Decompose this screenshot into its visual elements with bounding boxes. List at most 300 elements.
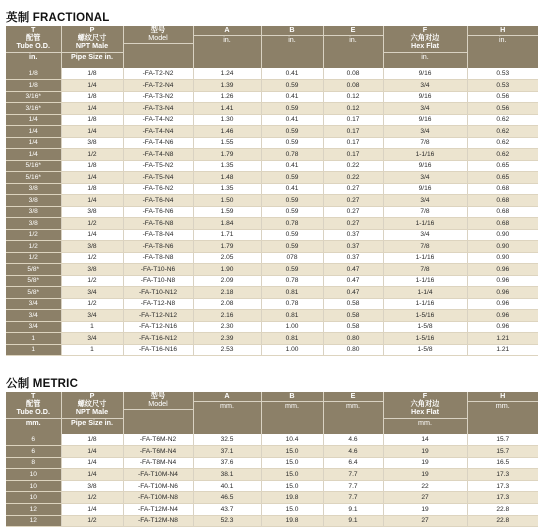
table-row — [6, 321, 538, 333]
table-cell: 6.4 — [323, 457, 383, 469]
table-cell: 1.00 — [261, 321, 323, 333]
column-header — [467, 26, 538, 68]
table-cell: 2.30 — [193, 321, 261, 333]
table-cell: 1/2 — [61, 492, 123, 504]
table-cell: 9.1 — [323, 515, 383, 527]
table-cell: 4.6 — [323, 434, 383, 446]
table-cell: 12 — [6, 504, 61, 516]
table-cell: 9/16 — [383, 68, 467, 80]
table-cell: 0.59 — [261, 264, 323, 276]
table-cell: 19.8 — [261, 515, 323, 527]
table-cell: 2.16 — [193, 310, 261, 322]
table-cell: -FA-T5-N4 — [123, 172, 193, 184]
table-cell: 9/16 — [383, 91, 467, 103]
table-cell: -FA-T6-N6 — [123, 206, 193, 218]
table-cell: 3/4 — [61, 310, 123, 322]
table-cell: 3/4 — [383, 126, 467, 138]
table-cell: 0.68 — [467, 206, 538, 218]
table-cell: 7.7 — [323, 469, 383, 481]
table-cell: 0.68 — [467, 218, 538, 230]
table-cell: -FA-T4-N8 — [123, 149, 193, 161]
table-row — [6, 264, 538, 276]
table-cell: 52.3 — [193, 515, 261, 527]
table-cell: 0.78 — [261, 149, 323, 161]
table-cell: 0.58 — [323, 310, 383, 322]
column-header — [123, 26, 193, 68]
header-unit: in. — [468, 35, 539, 44]
header-line: 六角对边 — [410, 33, 440, 43]
table-cell: -FA-T2-N2 — [123, 68, 193, 80]
table-cell: -FA-T8-N4 — [123, 229, 193, 241]
table-cell: 9/16 — [383, 114, 467, 126]
table-cell: 1.21 — [467, 344, 538, 356]
table-row — [6, 310, 538, 322]
table-cell: 15.0 — [261, 469, 323, 481]
table-cell: 0.62 — [467, 137, 538, 149]
table-cell: 0.78 — [261, 218, 323, 230]
table-cell: 1-1/16 — [383, 275, 467, 287]
table-cell: 1.26 — [193, 91, 261, 103]
table-cell: 1.46 — [193, 126, 261, 138]
table-cell: -FA-T16-N16 — [123, 344, 193, 356]
table-cell: -FA-T3-N2 — [123, 91, 193, 103]
table-cell: 3/8 — [6, 195, 61, 207]
table-cell: 0.96 — [467, 298, 538, 310]
table-cell: -FA-T12-N16 — [123, 321, 193, 333]
table-cell: 0.08 — [323, 68, 383, 80]
table-cell: 1.00 — [261, 344, 323, 356]
table-cell: 0.41 — [261, 114, 323, 126]
table-cell: 1/4 — [61, 126, 123, 138]
table-cell: 1.59 — [193, 206, 261, 218]
table-cell: 2.18 — [193, 287, 261, 299]
header-unit: mm. — [194, 401, 261, 410]
table-row — [6, 480, 538, 492]
column-header — [61, 392, 123, 434]
table-row — [6, 241, 538, 253]
table-cell: 37.6 — [193, 457, 261, 469]
table-cell: 7/8 — [383, 137, 467, 149]
table-cell: -FA-T12-N12 — [123, 310, 193, 322]
table-cell: 1/8 — [6, 80, 61, 92]
table-cell: -FA-T6M-N4 — [123, 446, 193, 458]
column-header — [123, 392, 193, 434]
table-cell: 0.68 — [467, 183, 538, 195]
table-cell: 7.7 — [323, 492, 383, 504]
table-cell: 3/4 — [383, 229, 467, 241]
table-cell: 3/4 — [6, 310, 61, 322]
header-line: Hex Flat — [411, 41, 439, 51]
table-cell: 1/4 — [61, 446, 123, 458]
header-line: NPT Male — [75, 41, 109, 51]
table-row — [6, 515, 538, 527]
table-cell: 0.96 — [467, 275, 538, 287]
table-cell: 0.78 — [261, 275, 323, 287]
table-cell: 1/4 — [6, 137, 61, 149]
table-cell: 17.3 — [467, 469, 538, 481]
table-cell: 0.12 — [323, 91, 383, 103]
table-cell: 1-5/8 — [383, 321, 467, 333]
header-unit: mm. — [262, 401, 323, 410]
header-row — [6, 392, 538, 434]
header-line: 螺纹尺寸 — [77, 33, 107, 43]
table-row — [6, 91, 538, 103]
table-cell: 1/2 — [61, 275, 123, 287]
table-cell: 37.1 — [193, 446, 261, 458]
column-header — [383, 392, 467, 434]
table-cell: 6 — [6, 446, 61, 458]
table-cell: 40.1 — [193, 480, 261, 492]
table-cell: 1.84 — [193, 218, 261, 230]
table-cell: 0.59 — [261, 137, 323, 149]
table-cell: 0.62 — [467, 149, 538, 161]
table-cell: 1/2 — [61, 298, 123, 310]
table-cell: -FA-T3-N4 — [123, 103, 193, 115]
table-row — [6, 298, 538, 310]
header-line: 型号 — [150, 25, 166, 34]
column-header — [6, 392, 61, 434]
table-cell: -FA-T10M-N4 — [123, 469, 193, 481]
table-cell: 0.59 — [261, 241, 323, 253]
table-cell: 0.41 — [261, 91, 323, 103]
table-cell: -FA-T4-N4 — [123, 126, 193, 138]
table-cell: 1-5/8 — [383, 344, 467, 356]
header-line: 配管 — [26, 33, 41, 43]
table-cell: 0.80 — [323, 344, 383, 356]
table-cell: -FA-T6M-N2 — [123, 434, 193, 446]
table-cell: 43.7 — [193, 504, 261, 516]
header-row — [6, 26, 538, 68]
table-row — [6, 504, 538, 516]
table-cell: 5/8* — [6, 264, 61, 276]
header-line: 配管 — [26, 399, 41, 409]
table-cell: 078 — [261, 252, 323, 264]
table-cell: 27 — [383, 515, 467, 527]
table-cell: 17.3 — [467, 492, 538, 504]
table-cell: 19 — [383, 457, 467, 469]
table-cell: 0.37 — [323, 229, 383, 241]
table-cell: 0.78 — [261, 298, 323, 310]
table-cell: -FA-T12-N8 — [123, 298, 193, 310]
table-cell: 0.59 — [261, 126, 323, 138]
table-cell: 3/4 — [6, 298, 61, 310]
table-cell: 0.53 — [467, 80, 538, 92]
header-line: Tube O.D. — [16, 407, 50, 417]
column-header — [193, 392, 261, 434]
table-cell: 0.08 — [323, 80, 383, 92]
table-row — [6, 126, 538, 138]
table-cell: 2.09 — [193, 275, 261, 287]
table-cell: -FA-T6-N8 — [123, 218, 193, 230]
table-cell: 15.7 — [467, 434, 538, 446]
table-cell: 1.50 — [193, 195, 261, 207]
table-cell: 1/2 — [61, 252, 123, 264]
table-cell: 1/4 — [61, 504, 123, 516]
table-cell: 19 — [383, 469, 467, 481]
table-cell: -FA-T6-N4 — [123, 195, 193, 207]
table-row — [6, 114, 538, 126]
table-cell: 5/8* — [6, 287, 61, 299]
table-cell: 3/4 — [6, 321, 61, 333]
table-cell: 19 — [383, 504, 467, 516]
table-cell: 1/8 — [61, 434, 123, 446]
table-cell: 7/8 — [383, 206, 467, 218]
table-cell: 0.27 — [323, 218, 383, 230]
table-cell: 1.35 — [193, 160, 261, 172]
table-row — [6, 492, 538, 504]
table-cell: 3/8 — [61, 480, 123, 492]
header-line: A — [224, 25, 230, 34]
table-cell: 0.37 — [323, 252, 383, 264]
header-unit: mm. — [468, 401, 539, 410]
table-row — [6, 218, 538, 230]
table-cell: 10.4 — [261, 434, 323, 446]
table-cell: 0.37 — [323, 241, 383, 253]
table-cell: 2.08 — [193, 298, 261, 310]
table-cell: 10 — [6, 469, 61, 481]
table-cell: 1.30 — [193, 114, 261, 126]
table-cell: 0.96 — [467, 310, 538, 322]
table-cell: 3/4 — [61, 333, 123, 345]
header-line: 型号 — [150, 391, 166, 400]
header-unit: Pipe Size in. — [62, 418, 123, 427]
header-line: F — [422, 25, 428, 34]
table-cell: 1.39 — [193, 80, 261, 92]
table-cell: 0.65 — [467, 160, 538, 172]
table-cell: 0.53 — [467, 68, 538, 80]
table-cell: 17.3 — [467, 480, 538, 492]
table-cell: 1/2 — [6, 241, 61, 253]
header-line: H — [500, 391, 506, 400]
table-cell: 0.27 — [323, 206, 383, 218]
table-cell: 3/16* — [6, 91, 61, 103]
table-cell: 0.65 — [467, 172, 538, 184]
table-cell: -FA-T10-N6 — [123, 264, 193, 276]
table-cell: 1/2 — [61, 218, 123, 230]
header-unit: in. — [262, 35, 323, 44]
table-cell: 5/16* — [6, 160, 61, 172]
column-header — [61, 26, 123, 68]
table-cell: 0.96 — [467, 321, 538, 333]
header-unit: mm. — [324, 401, 383, 410]
table-cell: 3/8 — [6, 183, 61, 195]
table-cell: -FA-T10M-N8 — [123, 492, 193, 504]
table-cell: 1.21 — [467, 333, 538, 345]
header-unit — [124, 43, 193, 44]
table-row — [6, 149, 538, 161]
header-unit: in. — [194, 35, 261, 44]
table-cell: 9/16 — [383, 183, 467, 195]
table-row — [6, 160, 538, 172]
table-cell: 0.68 — [467, 195, 538, 207]
table-cell: 1.79 — [193, 149, 261, 161]
table-cell: 1-1/16 — [383, 252, 467, 264]
table-cell: 0.17 — [323, 149, 383, 161]
table-cell: 9/16 — [383, 160, 467, 172]
table-cell: 7.7 — [323, 480, 383, 492]
column-header — [261, 26, 323, 68]
table-cell: 0.56 — [467, 91, 538, 103]
table-cell: -FA-T2-N4 — [123, 80, 193, 92]
header-unit: in. — [384, 52, 467, 61]
header-line: Model — [148, 399, 168, 409]
table-cell: 15.0 — [261, 457, 323, 469]
table-cell: 0.41 — [261, 183, 323, 195]
table-cell: 3/4 — [383, 103, 467, 115]
table-cell: 0.17 — [323, 114, 383, 126]
table-cell: 2.39 — [193, 333, 261, 345]
header-line: NPT Male — [75, 407, 109, 417]
table-cell: 1/8 — [61, 160, 123, 172]
table-cell: 0.96 — [467, 264, 538, 276]
table-cell: 1/8 — [61, 91, 123, 103]
table-cell: -FA-T12M-N8 — [123, 515, 193, 527]
table-cell: 15.7 — [467, 446, 538, 458]
table-cell: 3/8 — [6, 206, 61, 218]
table-cell: 2.05 — [193, 252, 261, 264]
table-cell: 1/4 — [6, 126, 61, 138]
table-row — [6, 229, 538, 241]
header-line: T — [31, 391, 36, 400]
table-cell: 14 — [383, 434, 467, 446]
table-cell: 1/2 — [61, 149, 123, 161]
table-cell: 3/4 — [61, 287, 123, 299]
table-cell: 0.17 — [323, 126, 383, 138]
table-cell: 3/8 — [61, 264, 123, 276]
table-cell: -FA-T5-N2 — [123, 160, 193, 172]
table-cell: 1.90 — [193, 264, 261, 276]
table-cell: 0.81 — [261, 333, 323, 345]
table-cell: -FA-T4-N6 — [123, 137, 193, 149]
table-cell: -FA-T10-N8 — [123, 275, 193, 287]
table-row — [6, 206, 538, 218]
table-cell: -FA-T10-N12 — [123, 287, 193, 299]
table-cell: 1/4 — [6, 114, 61, 126]
table-cell: 5/16* — [6, 172, 61, 184]
table-row — [6, 446, 538, 458]
table-cell: 46.5 — [193, 492, 261, 504]
table-cell: 0.81 — [261, 310, 323, 322]
table-cell: 15.0 — [261, 504, 323, 516]
table-cell: 1/8 — [6, 68, 61, 80]
table-row — [6, 457, 538, 469]
table-row — [6, 103, 538, 115]
table-cell: 9.1 — [323, 504, 383, 516]
table-cell: 0.27 — [323, 183, 383, 195]
table-row — [6, 252, 538, 264]
table-cell: 0.90 — [467, 252, 538, 264]
table-cell: 1 — [6, 333, 61, 345]
header-line: T — [31, 25, 36, 34]
table-cell: 19.8 — [261, 492, 323, 504]
table-cell: 0.90 — [467, 241, 538, 253]
table-cell: 1.55 — [193, 137, 261, 149]
table-cell: 0.58 — [323, 298, 383, 310]
column-header — [6, 26, 61, 68]
table-cell: 8 — [6, 457, 61, 469]
table-cell: 27 — [383, 492, 467, 504]
table-cell: -FA-T6-N2 — [123, 183, 193, 195]
table-cell: 1-5/16 — [383, 333, 467, 345]
table-cell: 3/8 — [61, 241, 123, 253]
table-cell: 1 — [61, 344, 123, 356]
table-row — [6, 195, 538, 207]
header-line: H — [500, 25, 506, 34]
table-cell: 3/4 — [383, 195, 467, 207]
table-row — [6, 287, 538, 299]
table-row — [6, 68, 538, 80]
table-cell: 0.80 — [323, 333, 383, 345]
table-cell: 3/8 — [61, 137, 123, 149]
table-cell: 1-1/16 — [383, 149, 467, 161]
table-row — [6, 137, 538, 149]
table-cell: 0.41 — [261, 160, 323, 172]
table-cell: 1/8 — [61, 68, 123, 80]
table-cell: 7/8 — [383, 241, 467, 253]
table-cell: 0.59 — [261, 103, 323, 115]
column-header — [193, 26, 261, 68]
table-cell: 0.58 — [323, 321, 383, 333]
table-cell: 1/8 — [61, 114, 123, 126]
table-cell: 6 — [6, 434, 61, 446]
table-cell: 0.59 — [261, 195, 323, 207]
table-cell: 1 — [61, 321, 123, 333]
table-cell: 1.48 — [193, 172, 261, 184]
table-cell: 4.6 — [323, 446, 383, 458]
table-cell: 0.59 — [261, 172, 323, 184]
table-cell: 0.17 — [323, 137, 383, 149]
table-cell: 0.12 — [323, 103, 383, 115]
header-line: P — [89, 25, 95, 34]
table-cell: -FA-T8-N8 — [123, 252, 193, 264]
table-cell: 1/4 — [61, 172, 123, 184]
header-line: Model — [148, 33, 168, 43]
column-header — [323, 26, 383, 68]
table-cell: 1/4 — [61, 195, 123, 207]
header-line: Tube O.D. — [16, 41, 50, 51]
table-cell: 3/4 — [383, 80, 467, 92]
table-cell: -FA-T8-N6 — [123, 241, 193, 253]
table-row — [6, 434, 538, 446]
table-cell: 1-1/16 — [383, 298, 467, 310]
header-line: B — [289, 391, 295, 400]
header-line: Hex Flat — [411, 407, 439, 417]
table-row — [6, 275, 538, 287]
table-cell: 0.96 — [467, 287, 538, 299]
header-line: 六角对边 — [410, 399, 440, 409]
header-line: B — [289, 25, 295, 34]
table-cell: 38.1 — [193, 469, 261, 481]
table-cell: -FA-T4-N2 — [123, 114, 193, 126]
table-cell: 1/4 — [61, 80, 123, 92]
header-unit: mm. — [384, 418, 467, 427]
table-cell: 3/4 — [383, 172, 467, 184]
metric-section-title: 公制 METRIC — [6, 378, 79, 390]
table-cell: 1/4 — [61, 457, 123, 469]
table-cell: 15.0 — [261, 446, 323, 458]
header-unit: in. — [324, 35, 383, 44]
fractional-section-title: 英制 FRACTIONAL — [6, 12, 110, 24]
table-cell: 3/16* — [6, 103, 61, 115]
column-header — [261, 392, 323, 434]
table-row — [6, 469, 538, 481]
table-cell: 12 — [6, 515, 61, 527]
fractional-table — [6, 26, 538, 356]
table-cell: 1/4 — [61, 469, 123, 481]
header-line: A — [224, 391, 230, 400]
table-cell: 0.90 — [467, 229, 538, 241]
table-cell: 3/8 — [61, 206, 123, 218]
